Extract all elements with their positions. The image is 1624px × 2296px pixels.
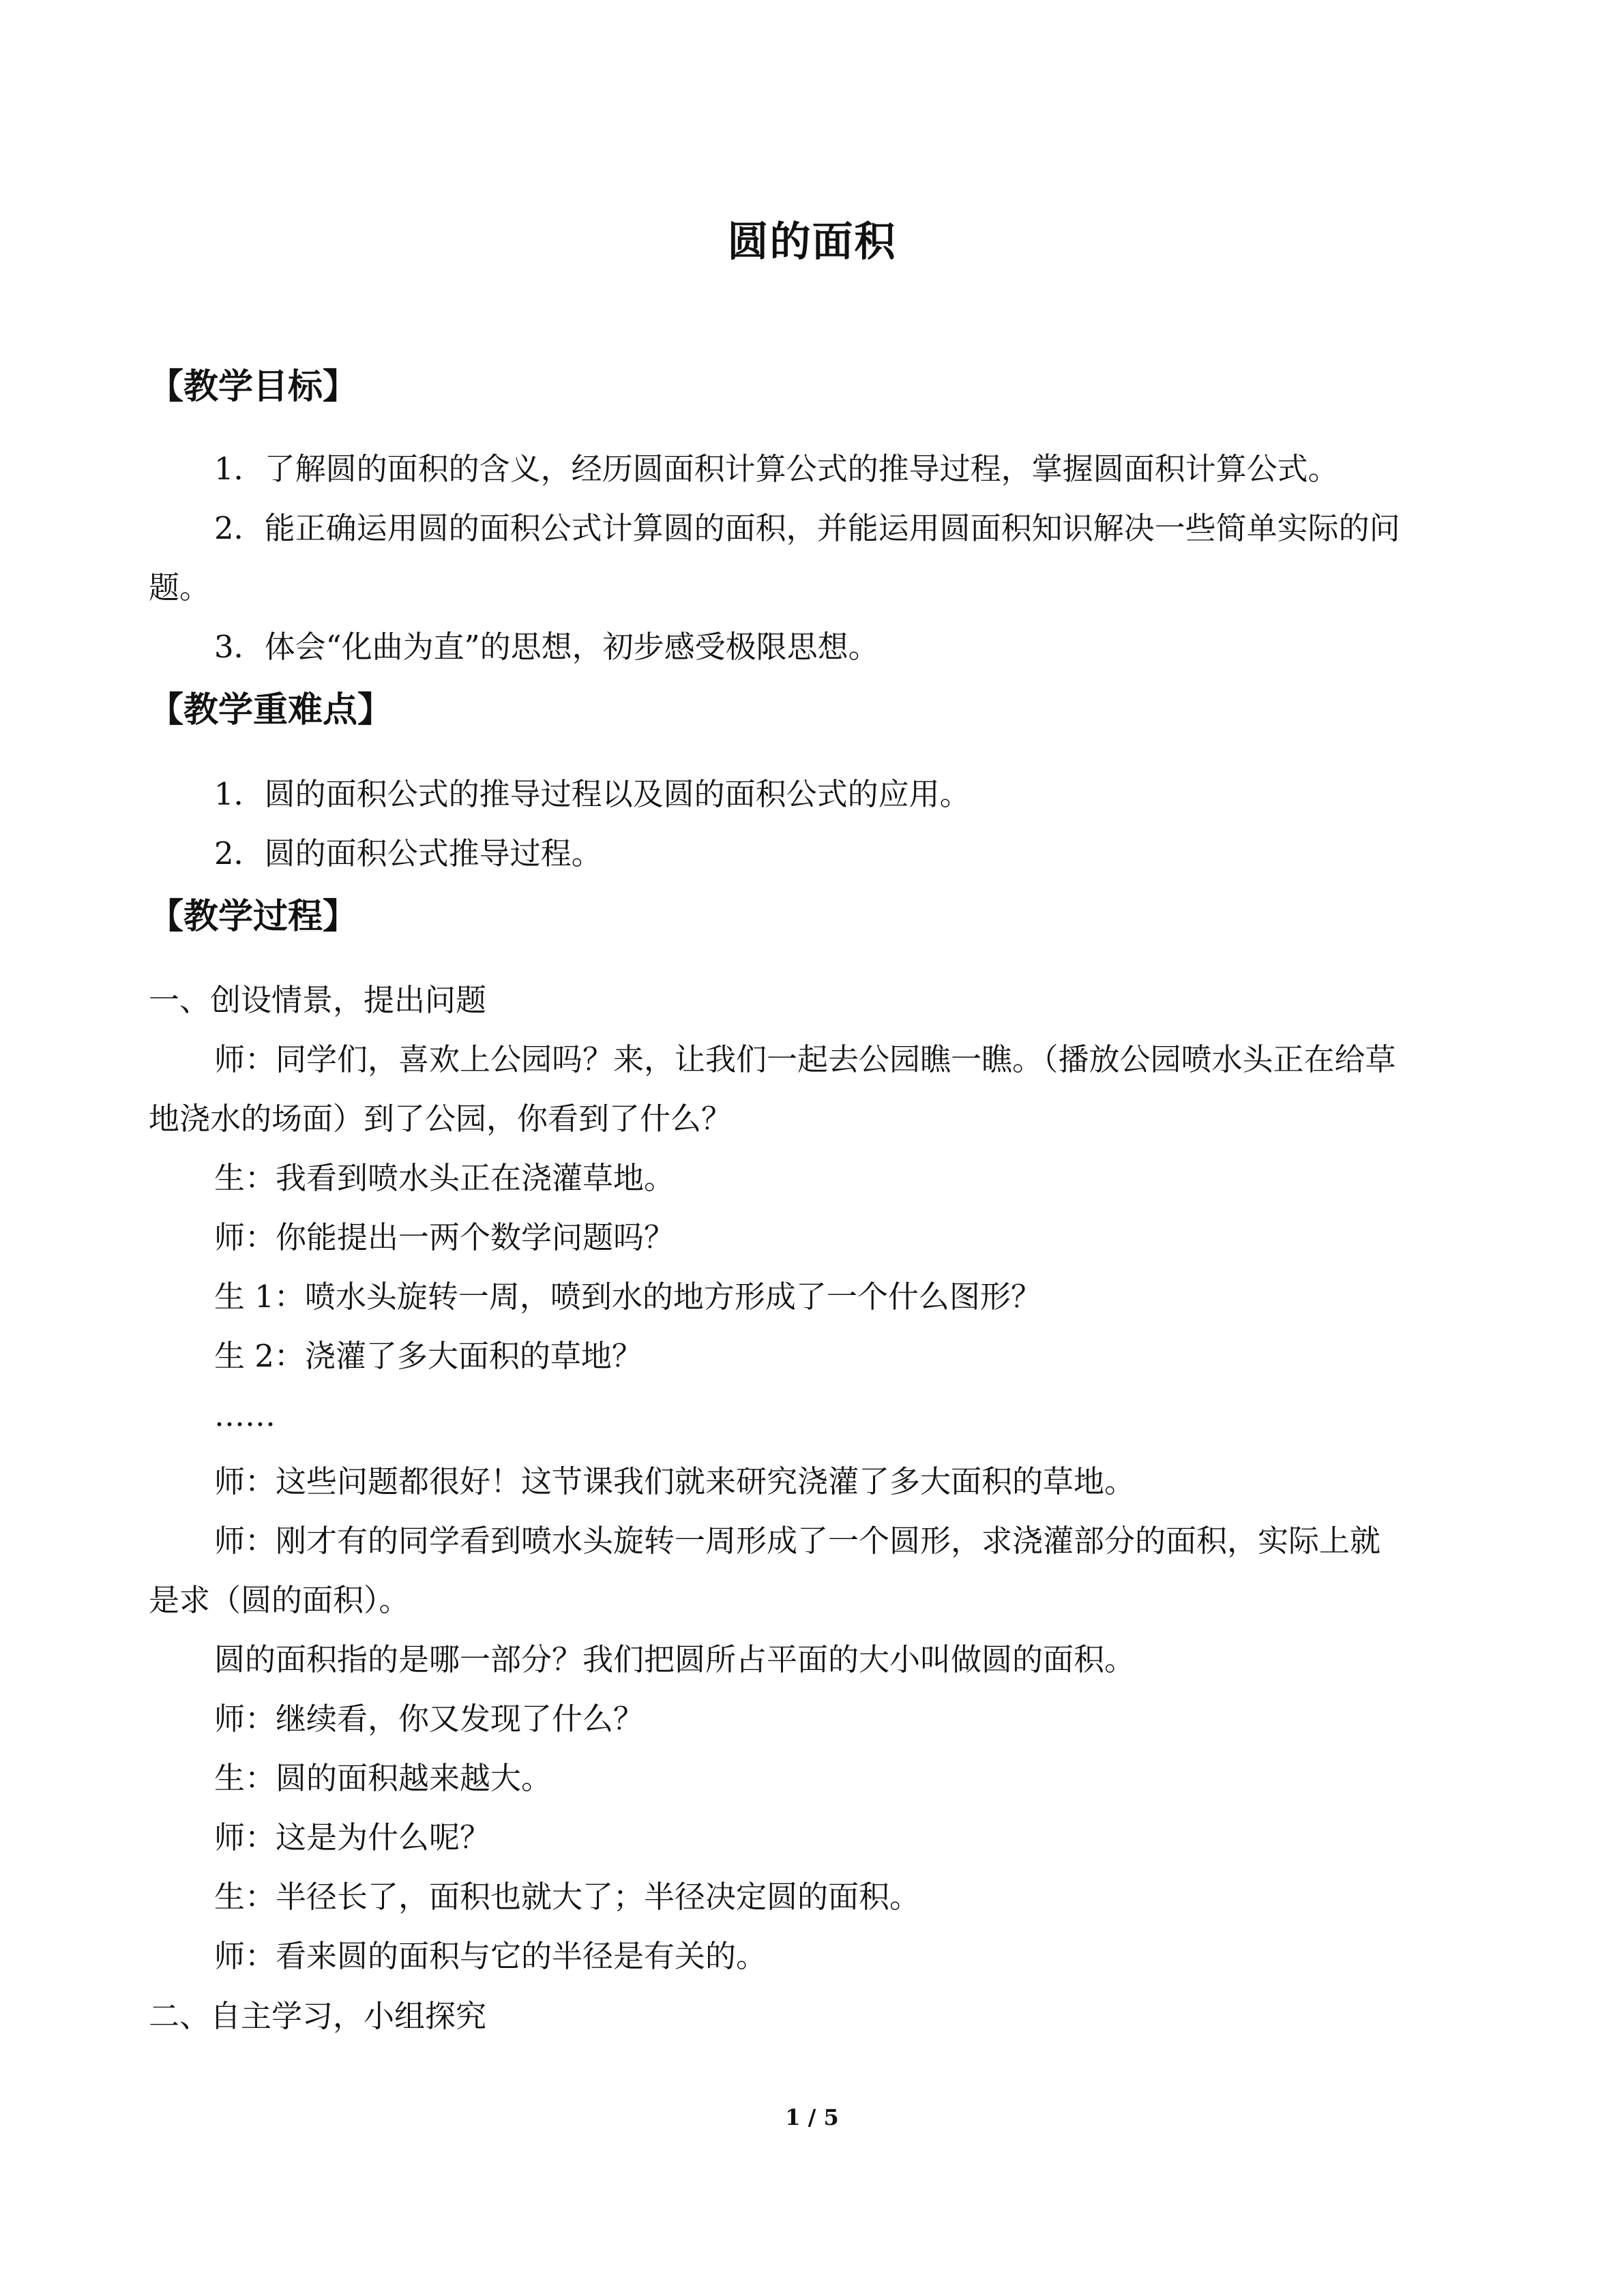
process-subheading-1: 一、创设情景，提出问题 [149, 982, 487, 1018]
key-point-2: 2．圆的面积公式推导过程。 [214, 835, 602, 871]
process-paragraph: 师：你能提出一两个数学问题吗？ [214, 1219, 675, 1255]
section-heading-goals: 【教学目标】 [149, 367, 358, 407]
key-point-1: 1．圆的面积公式的推导过程以及圆的面积公式的应用。 [214, 776, 971, 812]
process-paragraph: 师：同学们，喜欢上公园吗？来，让我们一起去公园瞧一瞧。（播放公园喷水头正在给草 [214, 1041, 1396, 1077]
process-paragraph: 师：这些问题都很好！这节课我们就来研究浇灌了多大面积的草地。 [214, 1463, 1136, 1500]
process-paragraph: 师：刚才有的同学看到喷水头旋转一周形成了一个圆形，求浇灌部分的面积，实际上就 [214, 1523, 1381, 1559]
process-subheading-2: 二、自主学习，小组探究 [149, 1998, 487, 2034]
process-paragraph: 生：我看到喷水头正在浇灌草地。 [214, 1160, 675, 1196]
process-paragraph: 师：这是为什么呢？ [214, 1819, 491, 1855]
goal-item-3: 3．体会“化曲为直”的思想，初步感受极限思想。 [214, 629, 879, 665]
process-paragraph: 生：半径长了，面积也就大了；半径决定圆的面积。 [214, 1879, 921, 1915]
page-title: 圆的面积 [727, 218, 897, 266]
ellipsis-line: …… [214, 1397, 276, 1433]
goal-item-2-continued: 题。 [149, 569, 211, 606]
section-heading-key-points: 【教学重难点】 [149, 690, 393, 730]
process-paragraph: 生 1：喷水头旋转一周，喷到水的地方形成了一个什么图形？ [214, 1279, 1042, 1315]
goal-item-2: 2．能正确运用圆的面积公式计算圆的面积，并能运用圆面积知识解决一些简单实际的问 [214, 510, 1400, 546]
process-paragraph: 圆的面积指的是哪一部分？我们把圆所占平面的大小叫做圆的面积。 [214, 1641, 1136, 1678]
process-paragraph-continued: 地浇水的场面）到了公园，你看到了什么？ [149, 1101, 733, 1137]
page-number: 1 / 5 [785, 2104, 839, 2130]
process-paragraph: 生：圆的面积越来越大。 [214, 1760, 552, 1796]
section-heading-process: 【教学过程】 [149, 897, 358, 937]
process-paragraph: 师：继续看，你又发现了什么？ [214, 1701, 645, 1737]
process-paragraph: 生 2：浇灌了多大面积的草地？ [214, 1338, 643, 1374]
goal-item-1: 1．了解圆的面积的含义，经历圆面积计算公式的推导过程，掌握圆面积计算公式。 [214, 451, 1339, 487]
process-paragraph: 师：看来圆的面积与它的半径是有关的。 [214, 1938, 767, 1974]
process-paragraph-continued: 是求（圆的面积）。 [149, 1582, 410, 1618]
